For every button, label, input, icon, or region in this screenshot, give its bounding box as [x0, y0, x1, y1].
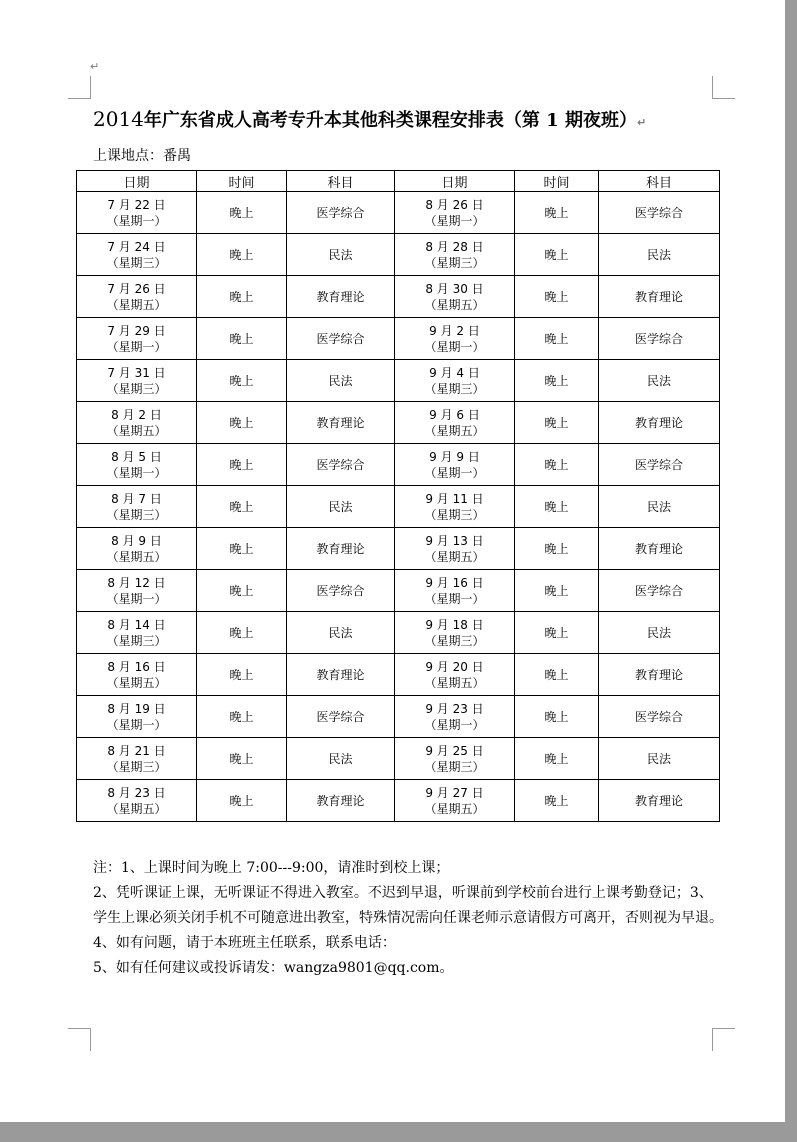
time-cell[interactable]	[197, 738, 287, 780]
subject-text: 民法	[646, 499, 671, 514]
weekday-text: （星期一）	[106, 717, 167, 732]
subject-text: 医学综合	[316, 709, 365, 724]
header-date-1[interactable]: 日期	[77, 171, 197, 192]
weekday-text: （星期五）	[106, 549, 167, 564]
subject-text: 民法	[328, 247, 353, 262]
table-row	[77, 192, 720, 234]
date-cell[interactable]	[77, 570, 197, 612]
time-text: 晚上	[229, 247, 254, 262]
time-cell[interactable]	[515, 696, 599, 738]
date-cell[interactable]	[77, 696, 197, 738]
time-cell[interactable]	[197, 192, 287, 234]
table-row	[77, 570, 720, 612]
weekday-text: （星期三）	[106, 381, 167, 396]
date-cell[interactable]	[395, 276, 515, 318]
weekday-text: （星期五）	[424, 549, 485, 564]
weekday-text: （星期三）	[424, 255, 485, 270]
table-row	[77, 402, 720, 444]
date-text: 9 月 25 日	[425, 743, 484, 758]
time-text: 晚上	[229, 331, 254, 346]
time-cell[interactable]	[197, 570, 287, 612]
subject-cell[interactable]	[287, 402, 395, 444]
weekday-text: （星期三）	[424, 507, 485, 522]
table-row	[77, 738, 720, 780]
date-cell[interactable]	[395, 318, 515, 360]
date-text: 7 月 24 日	[107, 239, 166, 254]
time-text: 晚上	[229, 205, 254, 220]
weekday-text: （星期一）	[424, 591, 485, 606]
date-cell[interactable]	[77, 318, 197, 360]
time-text: 晚上	[229, 415, 254, 430]
date-cell[interactable]	[77, 276, 197, 318]
weekday-text: （星期五）	[424, 801, 485, 816]
subject-text: 教育理论	[316, 289, 365, 304]
subject-cell[interactable]	[599, 234, 720, 276]
subject-cell[interactable]	[287, 654, 395, 696]
date-cell[interactable]	[395, 528, 515, 570]
time-cell[interactable]	[197, 276, 287, 318]
time-text: 晚上	[229, 457, 254, 472]
weekday-text: （星期一）	[106, 213, 167, 228]
header-subject-1[interactable]: 科目	[287, 171, 395, 192]
table-row	[77, 444, 720, 486]
subject-cell[interactable]	[599, 738, 720, 780]
time-text: 晚上	[544, 289, 569, 304]
time-text: 晚上	[229, 667, 254, 682]
subject-text: 教育理论	[634, 667, 683, 682]
subject-cell[interactable]	[287, 444, 395, 486]
subject-cell[interactable]	[599, 528, 720, 570]
date-cell[interactable]	[395, 654, 515, 696]
subject-cell[interactable]	[287, 528, 395, 570]
subject-cell[interactable]	[599, 402, 720, 444]
header-time-1[interactable]: 时间	[197, 171, 287, 192]
date-text: 9 月 23 日	[425, 701, 484, 716]
margin-corner-top-right	[712, 76, 735, 99]
date-cell[interactable]	[77, 780, 197, 822]
subject-cell[interactable]	[287, 192, 395, 234]
time-cell[interactable]	[515, 780, 599, 822]
time-cell[interactable]	[197, 234, 287, 276]
time-cell[interactable]	[515, 402, 599, 444]
time-cell[interactable]	[515, 360, 599, 402]
date-text: 9 月 18 日	[425, 617, 484, 632]
subject-cell[interactable]	[287, 570, 395, 612]
time-cell[interactable]	[515, 738, 599, 780]
date-cell[interactable]	[395, 738, 515, 780]
subject-text: 医学综合	[316, 457, 365, 472]
date-text: 8 月 2 日	[111, 407, 162, 422]
weekday-text: （星期五）	[424, 423, 485, 438]
time-cell[interactable]	[515, 276, 599, 318]
weekday-text: （星期三）	[424, 633, 485, 648]
time-text: 晚上	[544, 667, 569, 682]
time-text: 晚上	[229, 541, 254, 556]
subject-cell[interactable]	[599, 444, 720, 486]
subject-text: 医学综合	[634, 205, 683, 220]
title-text: 年广东省成人高考专升本其他科类课程安排表（第 1 期夜班）	[143, 110, 637, 131]
subject-text: 医学综合	[316, 331, 365, 346]
weekday-text: （星期三）	[106, 255, 167, 270]
time-text: 晚上	[229, 583, 254, 598]
time-text: 晚上	[544, 709, 569, 724]
subject-text: 民法	[646, 373, 671, 388]
weekday-text: （星期一）	[424, 339, 485, 354]
table-row	[77, 696, 720, 738]
class-location[interactable]: 上课地点：番禺	[93, 148, 191, 164]
header-subject-2[interactable]: 科目	[599, 171, 720, 192]
weekday-text: （星期一）	[424, 213, 485, 228]
time-cell[interactable]	[515, 528, 599, 570]
time-cell[interactable]	[197, 612, 287, 654]
date-cell[interactable]	[77, 486, 197, 528]
time-cell[interactable]	[197, 444, 287, 486]
paragraph-mark: ↵	[636, 116, 647, 129]
paragraph-mark: ↵	[90, 60, 100, 73]
subject-cell[interactable]	[599, 486, 720, 528]
weekday-text: （星期一）	[424, 465, 485, 480]
subject-text: 民法	[328, 625, 353, 640]
weekday-text: （星期三）	[106, 759, 167, 774]
date-cell[interactable]	[395, 360, 515, 402]
time-text: 晚上	[544, 751, 569, 766]
note-1[interactable]: 注：1、上课时间为晚上 7:00---9:00，请准时到校上课；	[93, 860, 450, 876]
weekday-text: （星期五）	[424, 675, 485, 690]
subject-cell[interactable]	[599, 192, 720, 234]
weekday-text: （星期三）	[424, 381, 485, 396]
date-cell[interactable]	[77, 612, 197, 654]
weekday-text: （星期三）	[424, 759, 485, 774]
date-cell[interactable]	[77, 402, 197, 444]
time-text: 晚上	[544, 583, 569, 598]
table-row	[77, 360, 720, 402]
date-cell[interactable]	[395, 570, 515, 612]
time-text: 晚上	[544, 793, 569, 808]
date-text: 9 月 9 日	[429, 449, 480, 464]
note-3[interactable]: 4、如有问题，请于本班班主任联系，联系电话：	[93, 935, 396, 951]
subject-cell[interactable]	[287, 234, 395, 276]
time-text: 晚上	[544, 205, 569, 220]
schedule-table	[76, 170, 720, 822]
subject-text: 教育理论	[634, 289, 683, 304]
subject-cell[interactable]	[599, 318, 720, 360]
date-text: 8 月 9 日	[111, 533, 162, 548]
table-row	[77, 486, 720, 528]
weekday-text: （星期一）	[106, 465, 167, 480]
time-cell[interactable]	[197, 486, 287, 528]
date-text: 7 月 26 日	[107, 281, 166, 296]
time-cell[interactable]	[515, 654, 599, 696]
note-2[interactable]: 2、凭听课证上课，无听课证不得进入教室。不迟到早退，听课前到学校前台进行上课考勤登记；3、学生上课必须关闭手机不可随意进出教室，特殊情况需向任课老师示意请假方可离开，否则视为早退。	[93, 885, 723, 926]
date-cell[interactable]	[77, 528, 197, 570]
subject-cell[interactable]	[599, 780, 720, 822]
date-text: 7 月 22 日	[107, 197, 166, 212]
weekday-text: （星期五）	[106, 423, 167, 438]
date-text: 7 月 29 日	[107, 323, 166, 338]
note-4[interactable]: 5、如有任何建议或投诉请发：wangza9801@qq.com。	[93, 960, 454, 976]
date-text: 7 月 31 日	[107, 365, 166, 380]
subject-cell[interactable]	[599, 654, 720, 696]
time-text: 晚上	[544, 331, 569, 346]
subject-text: 教育理论	[316, 415, 365, 430]
date-cell[interactable]	[77, 192, 197, 234]
subject-text: 教育理论	[634, 541, 683, 556]
time-text: 晚上	[544, 499, 569, 514]
subject-cell[interactable]	[287, 612, 395, 654]
date-text: 9 月 27 日	[425, 785, 484, 800]
date-text: 8 月 14 日	[107, 617, 166, 632]
time-cell[interactable]	[515, 444, 599, 486]
title-year: 2014	[93, 107, 144, 131]
subject-text: 民法	[646, 625, 671, 640]
margin-corner-bottom-left	[68, 1028, 91, 1051]
date-text: 8 月 30 日	[425, 281, 484, 296]
date-cell[interactable]	[395, 192, 515, 234]
date-text: 8 月 28 日	[425, 239, 484, 254]
time-cell[interactable]	[197, 654, 287, 696]
date-cell[interactable]	[395, 444, 515, 486]
time-cell[interactable]	[197, 780, 287, 822]
time-cell[interactable]	[197, 528, 287, 570]
time-text: 晚上	[544, 415, 569, 430]
time-text: 晚上	[229, 289, 254, 304]
margin-corner-bottom-right	[712, 1028, 735, 1051]
time-text: 晚上	[229, 373, 254, 388]
time-text: 晚上	[229, 751, 254, 766]
date-text: 9 月 13 日	[425, 533, 484, 548]
notes-section	[93, 856, 723, 981]
weekday-text: （星期五）	[106, 297, 167, 312]
table-row	[77, 780, 720, 822]
weekday-text: （星期五）	[106, 675, 167, 690]
document-title[interactable]	[93, 106, 733, 132]
subject-cell[interactable]	[287, 360, 395, 402]
time-cell[interactable]	[515, 570, 599, 612]
date-text: 8 月 26 日	[425, 197, 484, 212]
window-background-bottom	[0, 1122, 797, 1142]
weekday-text: （星期五）	[106, 801, 167, 816]
table-row	[77, 276, 720, 318]
subject-text: 教育理论	[316, 541, 365, 556]
subject-cell[interactable]	[599, 696, 720, 738]
subject-text: 教育理论	[634, 793, 683, 808]
weekday-text: （星期三）	[106, 507, 167, 522]
date-text: 9 月 16 日	[425, 575, 484, 590]
date-text: 8 月 12 日	[107, 575, 166, 590]
date-text: 8 月 16 日	[107, 659, 166, 674]
time-cell[interactable]	[515, 486, 599, 528]
subject-cell[interactable]	[287, 696, 395, 738]
subject-text: 民法	[646, 247, 671, 262]
date-cell[interactable]	[395, 696, 515, 738]
subject-text: 民法	[328, 373, 353, 388]
time-cell[interactable]	[515, 234, 599, 276]
weekday-text: （星期三）	[106, 633, 167, 648]
time-text: 晚上	[544, 625, 569, 640]
date-text: 9 月 4 日	[429, 365, 480, 380]
subject-text: 民法	[328, 751, 353, 766]
subject-cell[interactable]	[599, 612, 720, 654]
time-cell[interactable]	[515, 318, 599, 360]
weekday-text: （星期五）	[424, 297, 485, 312]
subject-cell[interactable]	[287, 486, 395, 528]
table-header-row	[77, 171, 720, 192]
weekday-text: （星期一）	[106, 591, 167, 606]
subject-text: 教育理论	[316, 667, 365, 682]
subject-cell[interactable]	[287, 276, 395, 318]
date-cell[interactable]	[395, 234, 515, 276]
subject-text: 教育理论	[316, 793, 365, 808]
table-row	[77, 318, 720, 360]
subject-text: 民法	[646, 751, 671, 766]
time-text: 晚上	[544, 457, 569, 472]
date-cell[interactable]	[395, 612, 515, 654]
time-text: 晚上	[229, 793, 254, 808]
header-time-2[interactable]: 时间	[515, 171, 599, 192]
table-row	[77, 234, 720, 276]
date-text: 8 月 7 日	[111, 491, 162, 506]
subject-text: 民法	[328, 499, 353, 514]
subject-text: 医学综合	[316, 583, 365, 598]
date-text: 9 月 20 日	[425, 659, 484, 674]
subject-cell[interactable]	[287, 738, 395, 780]
subject-cell[interactable]	[599, 276, 720, 318]
date-cell[interactable]	[77, 654, 197, 696]
date-text: 8 月 23 日	[107, 785, 166, 800]
time-cell[interactable]	[197, 360, 287, 402]
time-cell[interactable]	[197, 318, 287, 360]
subject-text: 医学综合	[634, 331, 683, 346]
time-text: 晚上	[544, 541, 569, 556]
subject-cell[interactable]	[287, 780, 395, 822]
date-text: 8 月 21 日	[107, 743, 166, 758]
date-cell[interactable]	[77, 444, 197, 486]
table-row	[77, 612, 720, 654]
date-cell[interactable]	[395, 486, 515, 528]
subject-text: 医学综合	[634, 709, 683, 724]
subject-cell[interactable]	[599, 360, 720, 402]
date-cell[interactable]	[77, 360, 197, 402]
date-text: 8 月 19 日	[107, 701, 166, 716]
date-text: 8 月 5 日	[111, 449, 162, 464]
date-cell[interactable]	[395, 780, 515, 822]
time-cell[interactable]	[197, 402, 287, 444]
time-text: 晚上	[229, 709, 254, 724]
date-text: 9 月 11 日	[425, 491, 484, 506]
subject-cell[interactable]	[599, 570, 720, 612]
time-text: 晚上	[229, 499, 254, 514]
header-date-2[interactable]: 日期	[395, 171, 515, 192]
table-row	[77, 654, 720, 696]
subject-text: 医学综合	[634, 457, 683, 472]
subject-text: 教育理论	[634, 415, 683, 430]
time-text: 晚上	[544, 247, 569, 262]
time-cell[interactable]	[197, 696, 287, 738]
time-cell[interactable]	[515, 192, 599, 234]
time-text: 晚上	[229, 625, 254, 640]
date-cell[interactable]	[77, 738, 197, 780]
table-row	[77, 528, 720, 570]
margin-corner-top-left	[68, 76, 91, 99]
weekday-text: （星期一）	[424, 717, 485, 732]
weekday-text: （星期一）	[106, 339, 167, 354]
time-cell[interactable]	[515, 612, 599, 654]
time-text: 晚上	[544, 373, 569, 388]
subject-text: 医学综合	[316, 205, 365, 220]
date-cell[interactable]	[77, 234, 197, 276]
subject-cell[interactable]	[287, 318, 395, 360]
subject-text: 医学综合	[634, 583, 683, 598]
date-text: 9 月 6 日	[429, 407, 480, 422]
date-cell[interactable]	[395, 402, 515, 444]
window-background-right	[785, 0, 797, 1142]
date-text: 9 月 2 日	[429, 323, 480, 338]
